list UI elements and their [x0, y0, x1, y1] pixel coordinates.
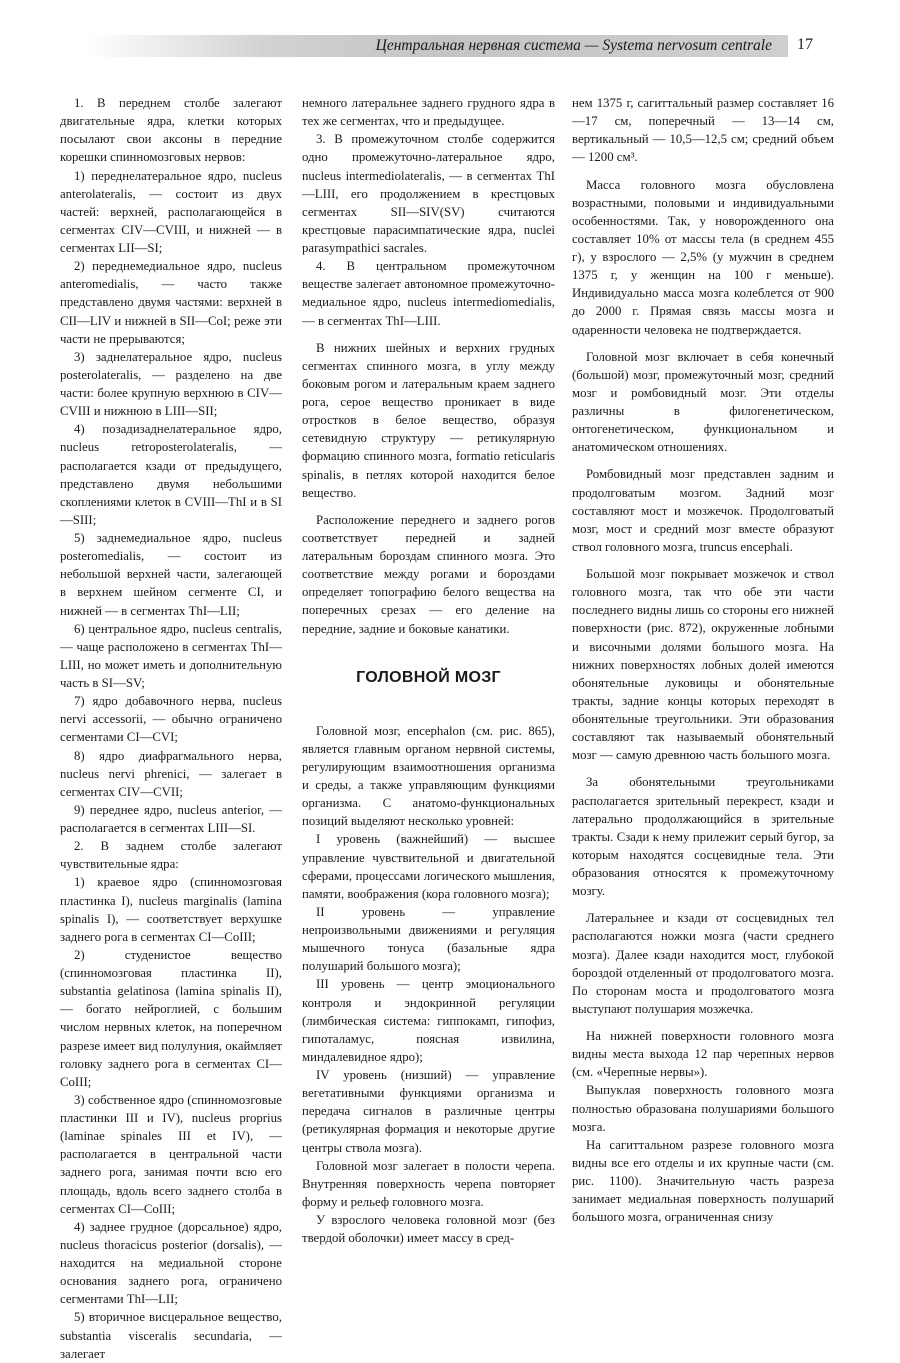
paragraph: III уровень — центр эмоционального контроля и эндокринной регуляции (лимбическая система: гиппокамп, гипофиз, гипоталамус, поясная извилина, миндалевидное ядро);	[302, 977, 555, 1064]
paragraph: 9) переднее ядро, nucleus anterior, — располагается в сегментах LIII—SI.	[60, 802, 282, 835]
paragraph: 4) заднее грудное (дорсальное) ядро, nucleus thoracicus posterior (dorsalis), — находится на медиальной стороне основания заднего рога, ограничено сегментами ThI—LII;	[60, 1219, 282, 1307]
page-number: 17	[797, 36, 813, 53]
paragraph: немного латеральнее заднего грудного ядра в тех же сегментах, что и предыдущее.	[302, 96, 555, 129]
paragraph: IV уровень (низший) — управление вегетативными функциями организма и передача сигналов в различные центры (ретикулярная формация и некоторые другие центры ствола мозга).	[302, 1068, 555, 1155]
paragraph: У взрослого человека головной мозг (без твердой оболочки) имеет массу в сред-	[302, 1213, 555, 1246]
column-left	[60, 94, 282, 1363]
section-heading-block	[302, 638, 555, 722]
paragraph: 3. В промежуточном столбе содержится одно промежуточно-латеральное ядро, nucleus intermediolateralis, — в сегментах ThI—LIII, его продолжением в крестцовых сегментах SII—SIV(SV) считаются крестцовые парасимпатические ядра, nuclei parasympathici sacrales.	[302, 132, 555, 255]
paragraph: 5) вторичное висцеральное вещество, substantia visceralis secundaria, — залегает	[60, 1310, 282, 1361]
paragraph: 8) ядро диафрагмального нерва, nucleus nervi phrenici, — залегает в сегментах CIV—CVII;	[60, 748, 282, 799]
paragraph: нем 1375 г, сагиттальный размер составляет 16—17 см, поперечный — 13—14 см, вертикальный — 10,5—12,5 см; средний объем — 1200 см³.	[572, 96, 834, 165]
running-header	[0, 32, 900, 60]
paragraph: Выпуклая поверхность головного мозга полностью образована полушариями большого мозга.	[572, 1083, 834, 1134]
paragraph: 2. В заднем столбе залегают чувствительные ядра:	[60, 839, 282, 872]
paragraph: В нижних шейных и верхних грудных сегментах спинного мозга, в углу между боковым рогом и латеральным краем заднего рога, серое вещество проникает в виде отростков в белое вещество, образуя сетевидную структуру — ретикулярную формацию спинного мозга, formatio reticularis spinalis, в петлях которой находится белое вещество.	[302, 340, 555, 500]
paragraph: Расположение переднего и заднего рогов соответствует передней и задней латеральным бороздам спинного мозга. Это соответствие между рогами и бороздами определяет топографию белого вещества на поперечных срезах — его деление на передние, задние и боковые канатики.	[302, 512, 555, 636]
paragraph: За обонятельными треугольниками располагается зрительный перекрест, кзади и латерально продолжающийся в зрительные тракты. Сзади к нему прилежит серый бугор, за которым находятся сосцевидные тела. Эти образования относятся к промежуточному мозгу.	[572, 775, 834, 899]
paragraph: 6) центральное ядро, nucleus centralis, — чаще расположено в сегментах ThI—LIII, но может иметь и дополнительную часть в SI—SV;	[60, 621, 282, 690]
paragraph: I уровень (важнейший) — высшее управление чувствительной и двигательной сферами, процессами логического мышления, памяти, воображения (кора головного мозга);	[302, 832, 555, 901]
paragraph: 7) ядро добавочного нерва, nucleus nervi accessorii, — обычно ограничено сегментами CI—CVI;	[60, 694, 282, 745]
paragraph: 1) краевое ядро (спинномозговая пластинка I), nucleus marginalis (lamina spinalis I), — соответствует верхушке заднего рога в сегментах CI—CoIII;	[60, 875, 282, 944]
paragraph: 4. В центральном промежуточном веществе залегает автономное промежуточно-медиальное ядро, nucleus intermediomedialis, — в сегментах ThI—LIII.	[302, 259, 555, 328]
column-middle	[302, 94, 555, 1247]
paragraph: Головной мозг, encephalon (см. рис. 865), является главным органом нервной системы, регулирующим взаимоотношения организма и среды, а также управляющим функциями организма. С анатомо-функциональных позиций выделяют несколько уровней:	[302, 723, 555, 829]
paragraph: Латеральнее и кзади от сосцевидных тел располагаются ножки мозга (части среднего мозга). Далее кзади находится мост, глубокой бороздой отделенный от продолговатого мозга. По сторонам моста и продолговатого мозга выступают полушария мозжечка.	[572, 911, 834, 1016]
running-title: Центральная нервная система — Systema nervosum centrale	[375, 37, 772, 54]
paragraph: 1) переднелатеральное ядро, nucleus anterolateralis, — состоит из двух частей: верхней, располагающейся в сегментах CIV—CVIII, и нижней — в сегментах LII—SI;	[60, 168, 282, 255]
paragraph: Большой мозг покрывает мозжечок и ствол головного мозга, так что обе эти части последнего видны лишь со стороны его нижней поверхности (рис. 872), окруженные лобными и височными долями большого мозга. На нижних поверхностях лобных долей имеются обонятельные луковицы и обонятельные тракты, задние концы которых переходят в обонятельные треугольники. Эти образования составляют так называемый обонятельный мозг — самую древнюю часть большого мозга.	[572, 567, 834, 763]
paragraph: 4) позадизаднелатеральное ядро, nucleus retroposterolateralis, — располагается кзади от предыдущего, представлено двумя небольшими скоплениями клеток в CVIII—ThI и в SI—SIII;	[60, 422, 282, 527]
paragraph: 2) студенистое вещество (спинномозговая пластинка II), substantia gelatinosa (lamina spinalis II), — богато нейроглией, с большим числом нервных клеток, на поперечном разрезе имеет вид полулуния, окаймляет головку заднего рога в сегментах CI—CoIII;	[60, 947, 282, 1089]
paragraph: 3) собственное ядро (спинномозговые пластинки III и IV), nucleus proprius (laminae spinales III et IV), — располагается в центральной части заднего рога, занимая почти всю его площадь, вдоль всего заднего столба в сегментах CI—CoIII;	[60, 1092, 282, 1216]
paragraph: 2) переднемедиальное ядро, nucleus anteromedialis, — часто также представлено двумя частями: верхней в CII—LIV и нижней в SII—CoI; реже эти части не прерываются;	[60, 259, 282, 346]
paragraph: Головной мозг залегает в полости черепа. Внутренняя поверхность черепа повторяет форму и рельеф головного мозга.	[302, 1158, 555, 1209]
paragraph: На нижней поверхности головного мозга видны места выхода 12 пар черепных нервов (см. «Черепные нервы»).	[572, 1029, 834, 1080]
section-heading: ГОЛОВНОЙ МОЗГ	[356, 668, 501, 686]
paragraph: 3) заднелатеральное ядро, nucleus posterolateralis, — разделено на две части: более крупную верхнюю в CIV—CVIII и нижнюю в LIII—SII;	[60, 349, 282, 419]
paragraph: Ромбовидный мозг представлен задним и продолговатым мозгом. Задний мозг составляют мост и мозжечок. Продолговатый мозг, мост и средний мозг вместе образуют ствол головного мозга, truncus encephali.	[572, 467, 834, 554]
paragraph: На сагиттальном разрезе головного мозга видны все его отделы и их крупные части (см. рис. 1100). Значительную часть разреза занимает медиальная поверхность полушарий большого мозга, ограниченная снизу	[572, 1137, 834, 1225]
paragraph: II уровень — управление непроизвольными движениями и регуляция мышечного тонуса (базальные ядра полушарий большого мозга);	[302, 904, 555, 974]
paragraph: Головной мозг включает в себя конечный (большой) мозг, промежуточный мозг, средний мозг и ромбовидный мозг. Эти отделы различны в филогенетическом, онтогенетическом, функциональном и анатомическом отношениях.	[572, 349, 834, 455]
paragraph: 1. В переднем столбе залегают двигательные ядра, клетки которых посылают свои аксоны в передние корешки спинномозговых нервов:	[60, 96, 282, 165]
column-right	[572, 94, 834, 1226]
paragraph: 5) заднемедиальное ядро, nucleus posteromedialis, — состоит из небольшой верхней части, залегающей в верхнем шейном сегменте CI, и нижней — в сегментах ThI—LII;	[60, 531, 282, 618]
paragraph: Масса головного мозга обусловлена возрастными, половыми и индивидуальными особенностями. Так, у новорожденного она составляет 10% от массы тела (в среднем 455 г), у взрослого — 2,5% (у мужчин в среднем 1375 г, у женщин на 100 г меньше). Индивидуально масса мозга колеблется от 900 до 2000 г. Прямая связь массы мозга и одаренности человека не подтверждается.	[572, 177, 834, 337]
